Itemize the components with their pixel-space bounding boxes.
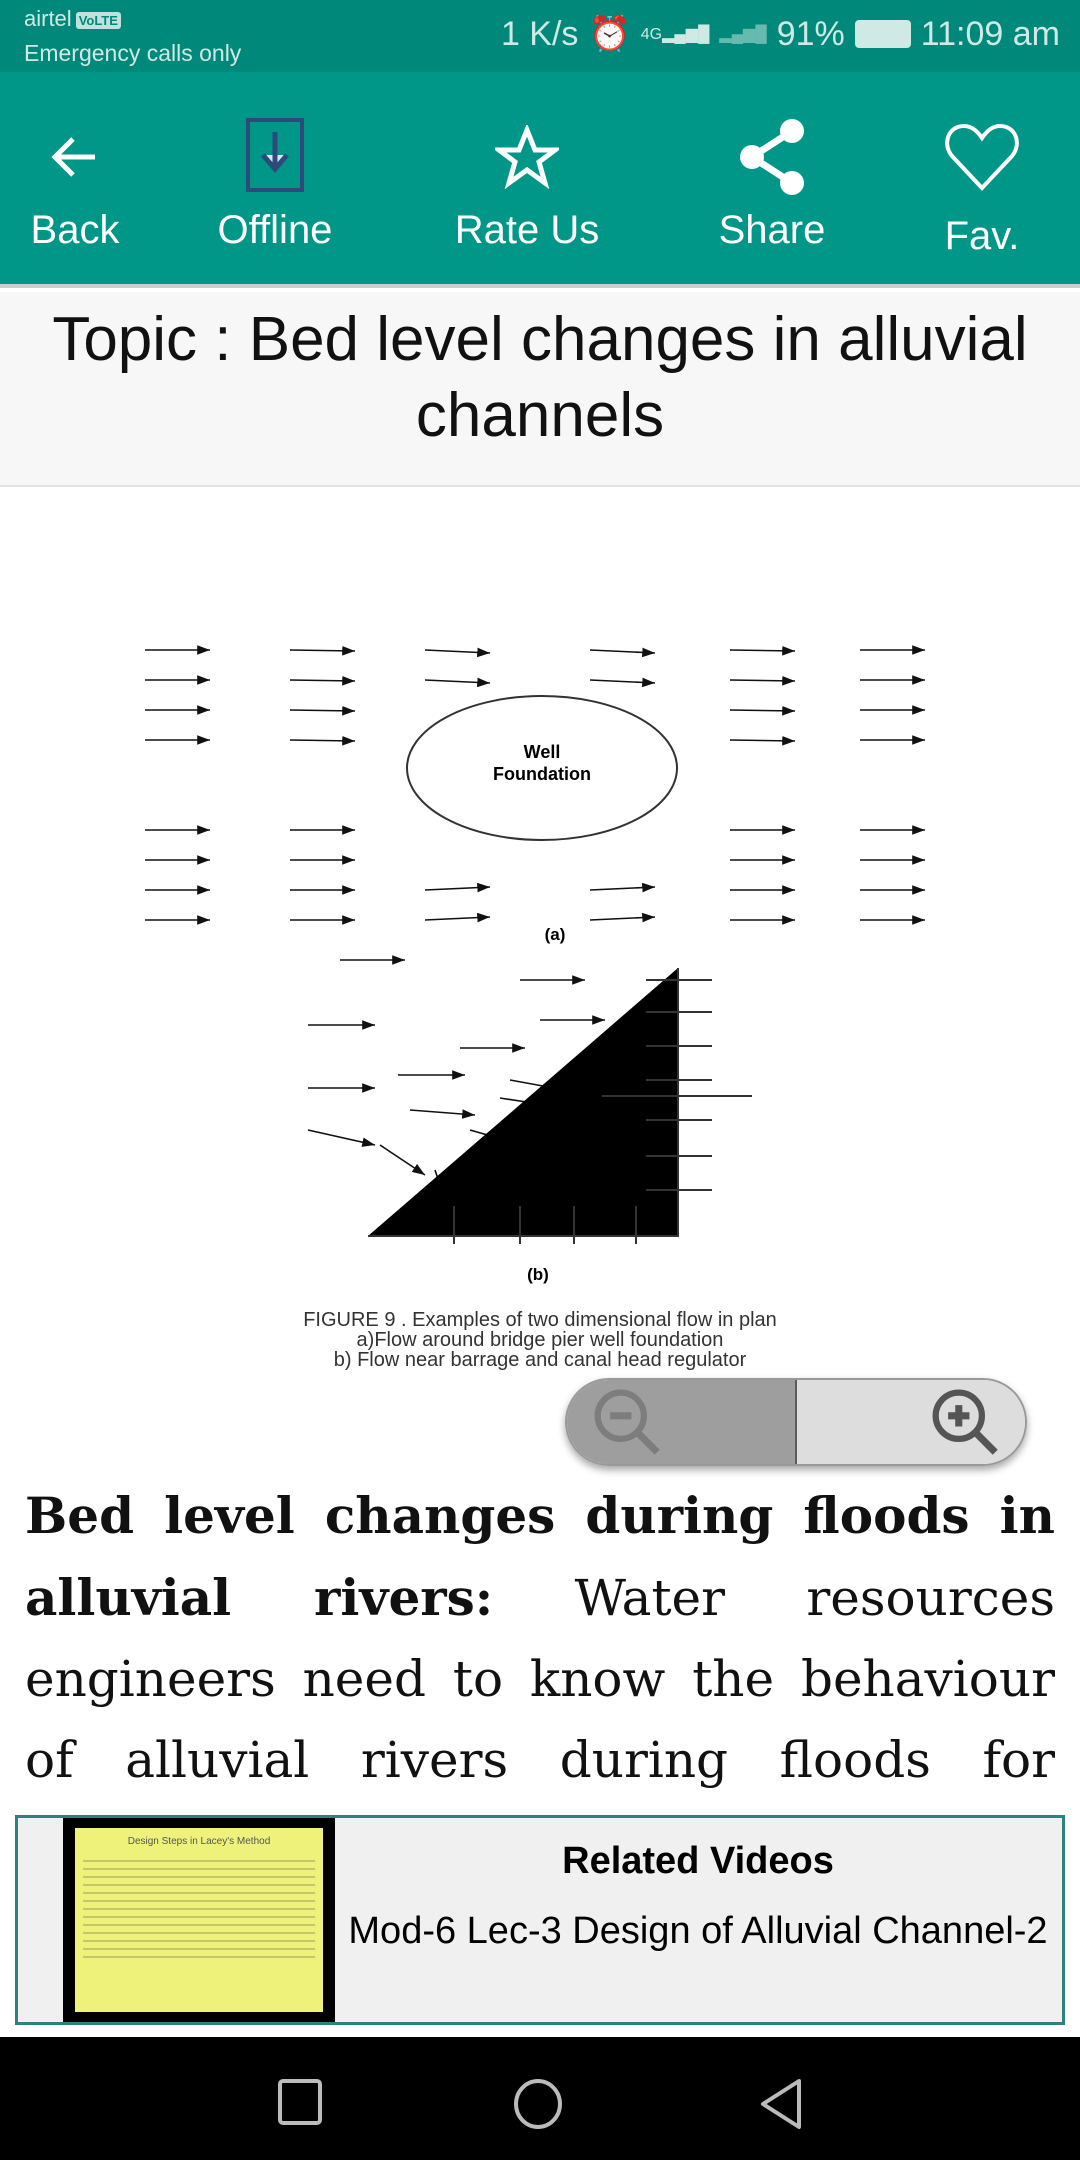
zoom-out-button[interactable] bbox=[567, 1380, 797, 1464]
flow-arrow bbox=[290, 650, 355, 651]
clock: 11:09 am bbox=[920, 14, 1060, 53]
caption-line-2: a)Flow around bridge pier well foundation bbox=[356, 1329, 724, 1351]
battery-icon bbox=[855, 20, 911, 48]
volte-badge: VoLTE bbox=[76, 12, 121, 29]
caption-line-3: b) Flow near barrage and canal head regulator bbox=[333, 1349, 747, 1371]
flow-arrow bbox=[590, 887, 655, 890]
flow-arrow bbox=[308, 1130, 375, 1145]
zoom-control bbox=[565, 1378, 1027, 1466]
article-paragraph: Water resources engineers need to know the behaviour of alluvial rivers during floods for bbox=[25, 1569, 1055, 1789]
share-icon bbox=[734, 119, 810, 195]
toolbar bbox=[0, 72, 1080, 288]
flow-arrow bbox=[730, 710, 795, 711]
zoom-in-icon bbox=[925, 1382, 1005, 1462]
battery-percent: 91% bbox=[776, 14, 845, 53]
flow-arrow bbox=[380, 1145, 425, 1175]
flow-arrow bbox=[425, 917, 490, 920]
zoom-in-button[interactable] bbox=[797, 1380, 1025, 1464]
flow-arrow bbox=[590, 680, 655, 683]
related-video-title[interactable]: Mod-6 Lec-3 Design of Alluvial Channel-2 bbox=[348, 1910, 1048, 1952]
back-nav-icon[interactable] bbox=[755, 2077, 805, 2131]
signal-icon: 4G▂▄▆█ bbox=[640, 26, 710, 43]
related-video-card[interactable] bbox=[15, 1815, 1065, 2025]
caption-line-1: FIGURE 9 . Examples of two dimensional flow in plan bbox=[303, 1309, 777, 1331]
network-speed: 1 K/s bbox=[500, 14, 579, 53]
flow-figure bbox=[130, 600, 950, 1380]
flow-arrow bbox=[730, 680, 795, 681]
flow-arrow bbox=[590, 917, 655, 920]
flow-arrow bbox=[425, 680, 490, 683]
heart-icon bbox=[944, 122, 1020, 192]
flow-arrow bbox=[590, 650, 655, 653]
favourite-label: Fav. bbox=[944, 214, 1020, 258]
flow-arrow bbox=[290, 740, 355, 741]
rate-us-button[interactable] bbox=[447, 112, 607, 253]
foundation-label: Foundation bbox=[493, 764, 591, 784]
flow-arrow bbox=[410, 1110, 475, 1115]
signal-icon-2: ▂▄▆█ bbox=[719, 26, 767, 43]
label-b: (b) bbox=[527, 1265, 549, 1284]
favourite-button[interactable] bbox=[902, 112, 1062, 259]
flow-arrow bbox=[730, 740, 795, 741]
flow-arrow bbox=[290, 710, 355, 711]
video-thumbnail[interactable] bbox=[63, 1818, 335, 2022]
figure-caption bbox=[180, 1310, 900, 1370]
flow-arrow bbox=[290, 680, 355, 681]
article-text bbox=[25, 1475, 1055, 1805]
network-type: 4G bbox=[640, 26, 663, 43]
offline-label: Offline bbox=[217, 208, 333, 252]
star-icon bbox=[495, 125, 559, 189]
navigation-bar bbox=[0, 2037, 1080, 2160]
share-button[interactable] bbox=[692, 112, 852, 253]
label-a: (a) bbox=[544, 925, 566, 944]
home-icon[interactable] bbox=[510, 2077, 566, 2131]
rate-us-label: Rate Us bbox=[454, 208, 600, 252]
download-file-icon bbox=[245, 117, 305, 197]
related-videos-heading: Related Videos bbox=[562, 1840, 834, 1882]
zoom-out-icon bbox=[587, 1382, 667, 1462]
recent-apps-icon[interactable] bbox=[275, 2077, 325, 2127]
back-arrow-icon bbox=[45, 127, 105, 187]
article-heading: Bed level changes during floods in alluvial rivers: bbox=[25, 1486, 1055, 1627]
page-title: Topic : Bed level changes in alluvial channels bbox=[0, 292, 1080, 487]
back-label: Back bbox=[30, 208, 120, 252]
flow-arrow bbox=[425, 887, 490, 890]
emergency-text: Emergency calls only bbox=[24, 40, 242, 66]
flow-arrow bbox=[425, 650, 490, 653]
flow-arrow bbox=[730, 650, 795, 651]
status-bar bbox=[0, 0, 1080, 72]
back-button[interactable] bbox=[0, 112, 155, 253]
well-label: Well bbox=[523, 742, 561, 762]
offline-button[interactable] bbox=[195, 112, 355, 253]
carrier-name: airtel bbox=[24, 6, 72, 31]
thumbnail-title: Design Steps in Lacey's Method bbox=[127, 1836, 271, 1847]
share-label: Share bbox=[718, 208, 826, 252]
barrage-lines bbox=[368, 968, 752, 1244]
alarm-icon: ⏰ bbox=[588, 15, 631, 53]
